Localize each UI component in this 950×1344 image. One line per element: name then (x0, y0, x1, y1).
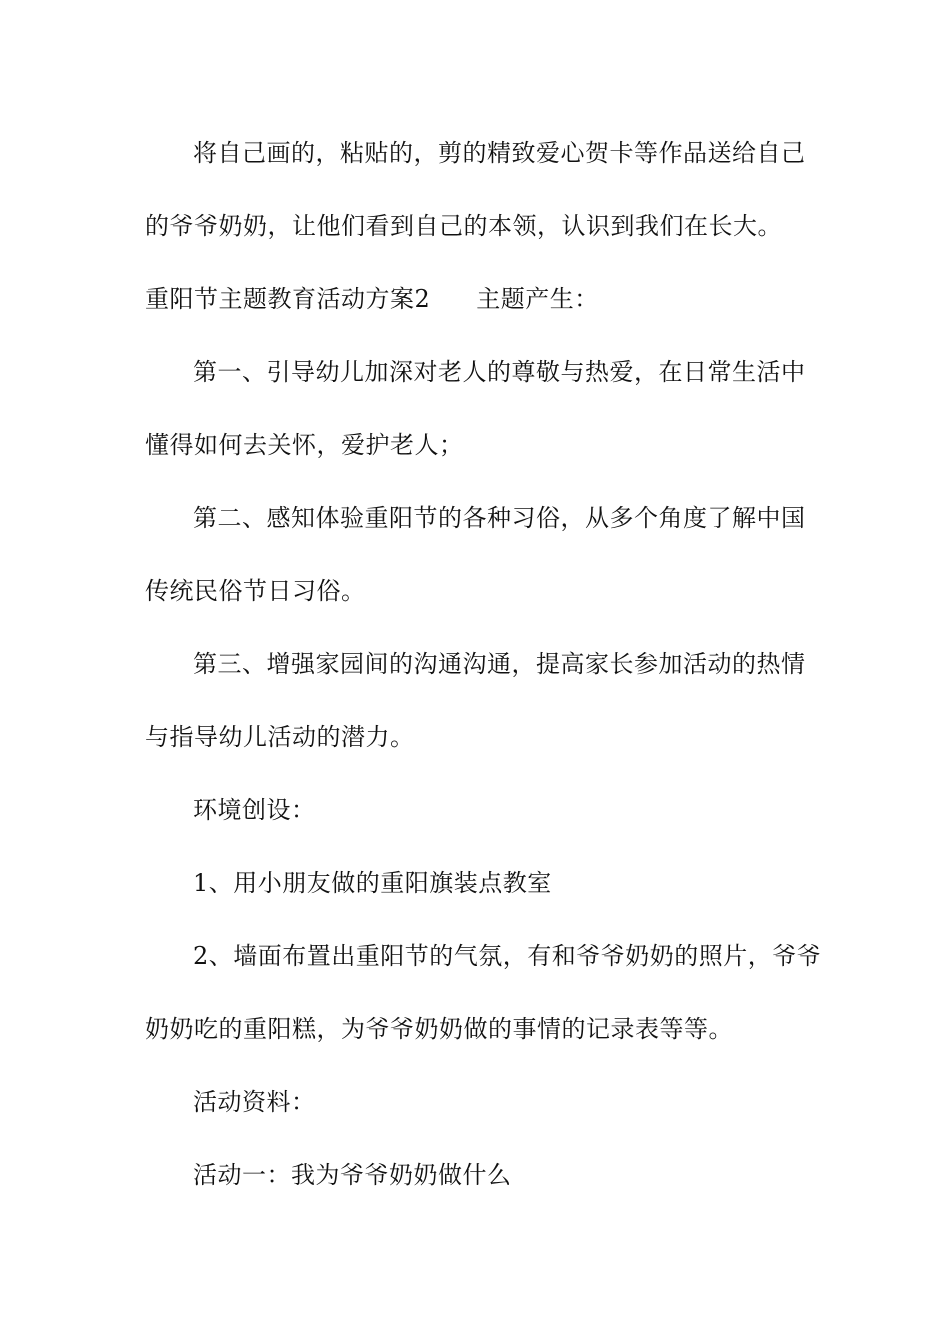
paragraph-line: 第一、引导幼儿加深对老人的尊敬与热爱，在日常生活中 (193, 358, 806, 386)
paragraph-line: 传统民俗节日习俗。 (145, 577, 366, 605)
paragraph-line: 将自己画的，粘贴的，剪的精致爱心贺卡等作品送给自己 (193, 139, 806, 167)
paragraph-line: 与指导幼儿活动的潜力。 (145, 723, 415, 751)
subheading-environment: 环境创设： (193, 796, 316, 824)
subheading-materials: 活动资料： (193, 1088, 316, 1116)
subheading-topic-origin: 主题产生： (476, 285, 599, 313)
paragraph-line: 第三、增强家园间的沟通沟通，提高家长参加活动的热情 (193, 650, 806, 678)
paragraph-line: 第二、感知体验重阳节的各种习俗，从多个角度了解中国 (193, 504, 806, 532)
paragraph-line: 的爷爷奶奶，让他们看到自己的本领，认识到我们在长大。 (145, 212, 782, 240)
section-title-line (145, 283, 599, 315)
list-item: 2、墙面布置出重阳节的气氛，有和爷爷奶奶的照片，爷爷 (193, 942, 822, 970)
paragraph-line: 懂得如何去关怀，爱护老人； (145, 431, 464, 459)
paragraph-line: 奶奶吃的重阳糕，为爷爷奶奶做的事情的记录表等等。 (145, 1015, 733, 1043)
list-item: 1、用小朋友做的重阳旗装点教室 (193, 869, 552, 897)
section-title: 重阳节主题教育活动方案2 (145, 285, 431, 313)
subheading-activity-one: 活动一：我为爷爷奶奶做什么 (193, 1161, 512, 1189)
